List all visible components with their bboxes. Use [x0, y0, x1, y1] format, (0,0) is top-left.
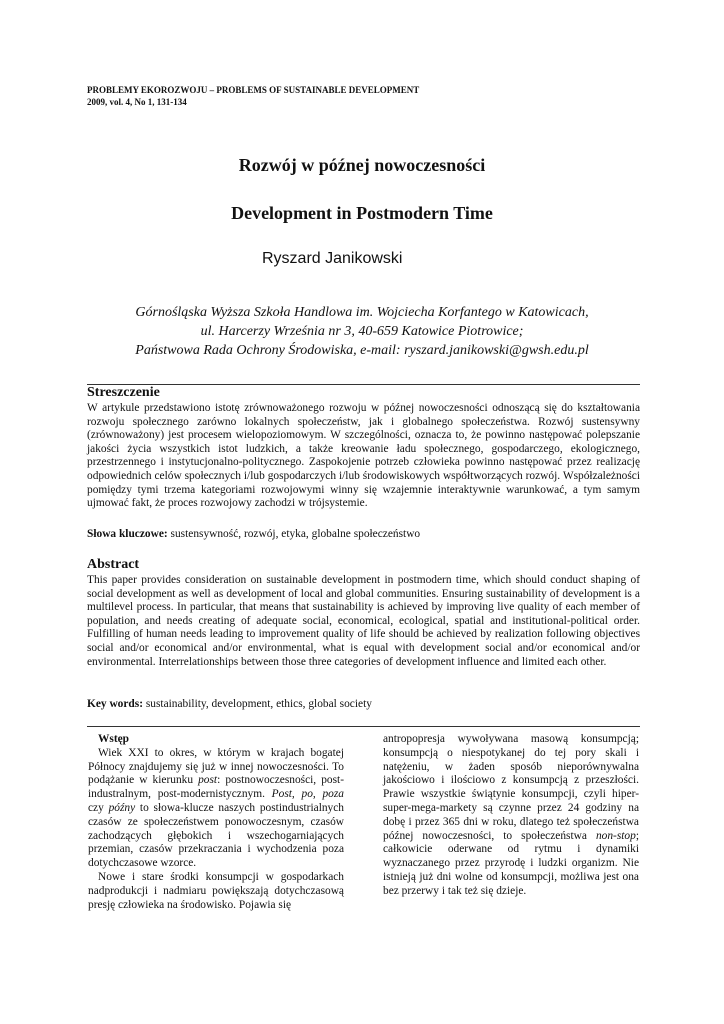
journal-header: [87, 84, 419, 108]
title-polish: Rozwój w późnej nowoczesności: [238, 155, 486, 175]
section-divider: [87, 384, 640, 385]
title-english: Development in Postmodern Time: [231, 203, 493, 223]
streszczenie-keywords: [87, 528, 640, 540]
text-run-italic: post: [198, 774, 218, 787]
streszczenie-heading: Streszczenie: [87, 385, 160, 400]
streszczenie-text: W artykule przedstawiono istotę zrównoważonego rozwoju w późnej nowoczesności odnoszącą się do kształtowania rozwoju społecznego zarówno lokalnych społeczeństw, jak i globalnego społeczeństwa. Rozwój sustensywny (zrównoważony) jest procesem wielopoziomowym. W szczególności, oznacza to, że powinno następować polepszanie jakości życia wszystkich istot ludzkich, a także kreowanie ładu społecznego, gospodarczego, ekologicznego, przestrzennego i instytucjonalno-politycznego. Zaspokojenie potrzeb człowieka powinno następować przez realizację odpowiednich celów społecznych i/lub gospodarczych i/lub środowiskowych współtworzących rozwój. Współzależności pomiędzy tymi trzema kategoriami rozwojowymi winny się wzajemnie interaktywnie warunkować, a tym samym ujmować fakt, że proces rozwojowy zachodzi w trójsystemie.: [87, 402, 640, 510]
text-run: antropopresja wywoływana masową konsumpcją; konsumpcją o niespotykanej do tej pory skali i natężeniu, w żaden sposób nieporównywalna jakościowo i ilościowo z konsumpcją z przeszłości. Prawie wszystkie świątynie konsumpcji, czyli hiper-super-mega-markety są czynne przez 24 godziny na dobę i przez 365 dni w roku, dlatego też społeczeństwa późnej nowoczesności, to społeczeństwa: [383, 733, 639, 842]
section-heading-wstep: Wstęp: [98, 733, 130, 745]
text-run-italic: non-stop: [595, 829, 636, 842]
body-paragraph: [383, 733, 639, 899]
journal-issue: 2009, vol. 4, No 1, 131-134: [87, 97, 187, 107]
text-run: ; całkowicie oderwane od rytmu i dynamiki wyznaczanego przez przyrodę i ludzki organizm. Nie istnieją już dni wolne od konsumpcji, możliwa jest ona bez przerwy i tak też się dzieje.: [383, 829, 639, 897]
affiliation-line: Państwowa Rada Ochrony Środowiska, e-mail: ryszard.janikowski@gwsh.edu.pl: [135, 343, 589, 358]
text-run: to słowa-klucze naszych postindustrialnych czasów ze społeczeństwem ponowoczesnym, czasów zachodzących głębokich i wszechogarniających przemian, czasów przekraczania i wychodzenia poza dotychczasowe wzorce.: [88, 801, 345, 870]
body-column-left: [88, 733, 344, 912]
body-paragraph: [88, 747, 344, 871]
text-run: : postnowoczesności, post-industralnym, post-modernistycznym.: [88, 774, 344, 801]
affiliation: [100, 303, 624, 360]
abstract-text: This paper provides consideration on sustainable development in postmodern time, which should conduct shaping of social development as well as development of local and global communities. Ensuring sustainability of development is a multilevel process. In particular, that means that sustainability is achieved by improving live quality of each member of population, and needs creating of adequate social, economical, ecological, spatial and institutional-political order. Fulfilling of human needs leading to improvement quality of life should be achieved by realization following objectives social and/or economical and/or environmental, what is equal with development social and/or economical and/or environmental. Interrelationships between those three categories of development influence and limited each other.: [87, 574, 640, 668]
abstract-heading: Abstract: [87, 557, 140, 572]
keywords-label: Key words:: [87, 698, 143, 710]
text-run-italic: Post, po, poza: [271, 788, 344, 801]
body-column-right: [383, 733, 639, 899]
text-run-italic: późny: [108, 801, 136, 814]
affiliation-line: Górnośląska Wyższa Szkoła Handlowa im. Wojciecha Korfantego w Katowicach,: [135, 305, 589, 320]
body-paragraph: Nowe i stare środki konsumpcji w gospodarkach nadprodukcji i nadmiaru powiększają dotychczasową presję człowieka na środowisko. Pojawia się: [88, 870, 344, 911]
text-run: Wiek XXI to okres, w którym w krajach bogatej Północy znajdujemy się już w innej nowoczesności. To podążanie w kierunku: [88, 746, 344, 787]
keywords-value: sustainability, development, ethics, global society: [143, 698, 372, 710]
column-top-divider: [87, 726, 640, 727]
abstract-keywords: [87, 698, 640, 710]
journal-name: PROBLEMY EKOROZWOJU – PROBLEMS OF SUSTAINABLE DEVELOPMENT: [87, 85, 420, 95]
keywords-label: Słowa kluczowe:: [87, 528, 168, 540]
text-run: czy: [88, 801, 109, 814]
affiliation-line: ul. Harcerzy Września nr 3, 40-659 Katowice Piotrowice;: [200, 324, 524, 339]
keywords-value: sustensywność, rozwój, etyka, globalne społeczeństwo: [167, 528, 421, 540]
author-name: Ryszard Janikowski: [262, 250, 403, 267]
